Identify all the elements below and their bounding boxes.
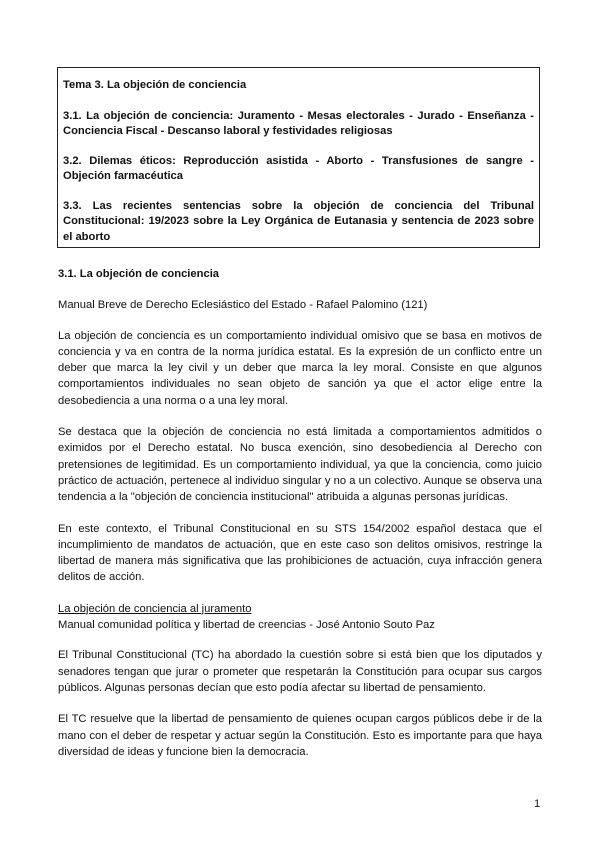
source-reference: Manual Breve de Derecho Eclesiástico del Estado - Rafael Palomino (121) bbox=[58, 299, 428, 312]
paragraph: En este contexto, el Tribunal Constitucional en su STS 154/2002 español destaca que el incumplimiento de mandatos de actuación, que en este caso son delitos omisivos, restringe la libertad de manera más significativa que las prohibiciones de actuación, cuya infracción genera delitos de acción. bbox=[58, 522, 542, 584]
topic-section-3: 3.3. Las recientes sentencias sobre la objeción de conciencia del Tribunal Constitucional: 19/2023 sobre la Ley Orgánica de Eutanasia y sentencia de 2023 sobre el aborto bbox=[63, 199, 534, 243]
topic-summary-box bbox=[57, 67, 540, 248]
topic-section-1: 3.1. La objeción de conciencia: Juramento - Mesas electorales - Jurado - Enseñanza - Conciencia Fiscal - Descanso laboral y festividades religiosas bbox=[63, 109, 534, 137]
section-heading: 3.1. La objeción de conciencia bbox=[58, 268, 220, 280]
paragraph: Se destaca que la objeción de conciencia no está limitada a comportamientos admitidos o eximidos por el Derecho estatal. No busca exención, sino desobediencia al Derecho con pretensiones de legitimidad. Es un comportamiento individual, ya que la conciencia, como juicio práctico de actuación, pertenece al individuo singular y no a un colectivo. Aunque se observa una tendencia a la "objeción de conciencia institucional" atribuida a algunas personas jurídicas. bbox=[58, 426, 542, 504]
page-number: 1 bbox=[534, 798, 541, 810]
paragraph: La objeción de conciencia es un comportamiento individual omisivo que se basa en motivos de conciencia y va en contra de la norma jurídica estatal. Es la expresión de un conflicto entre un deber que marca la ley civil y un deber que marca la ley moral. Consiste en que algunos comportamientos individuales no sean objeto de sanción ya que el actor elige entre la desobediencia a una norma o a una ley moral. bbox=[58, 329, 542, 407]
paragraph: El TC resuelve que la libertad de pensamiento de quienes ocupan cargos públicos debe ir de la mano con el deber de respetar y actuar según la Constitución. Esto es importante para que haya diversidad de ideas y funcione bien la democracia. bbox=[58, 713, 542, 758]
topic-section-2: 3.2. Dilemas éticos: Reproducción asistida - Aborto - Transfusiones de sangre - Objeción farmacéutica bbox=[63, 154, 534, 182]
document-body bbox=[58, 266, 542, 775]
subheading: La objeción de conciencia al juramento bbox=[58, 602, 252, 615]
topic-title: Tema 3. La objeción de conciencia bbox=[63, 79, 247, 91]
source-reference: Manual comunidad política y libertad de creencias - José Antonio Souto Paz bbox=[58, 619, 435, 632]
paragraph: El Tribunal Constitucional (TC) ha abordado la cuestión sobre si está bien que los diputados y senadores tengan que jurar o prometer que respetarán la Constitución para ocupar sus cargos públicos. Algunas personas decían que esto podía afectar su libertad de pensamiento. bbox=[58, 649, 542, 694]
